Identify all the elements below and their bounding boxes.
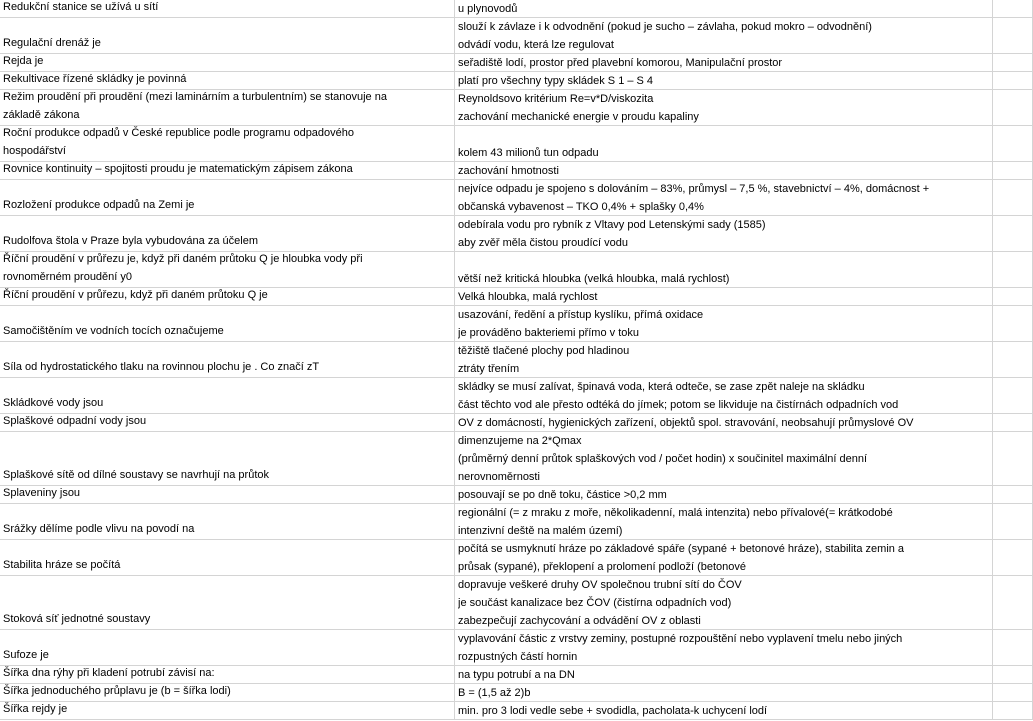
empty-cell[interactable]	[993, 54, 1033, 71]
cell-text-line: dopravuje veškeré druhy OV společnou trubní sítí do ČOV	[458, 579, 742, 591]
cell-text-line: skládky se musí zalívat, špinavá voda, která odteče, se zase zpět naleje na skládku	[458, 381, 865, 393]
table-row	[0, 684, 1033, 702]
answer-cell[interactable]	[455, 684, 993, 701]
cell-text-line: aby zvěř měla čistou proudící vodu	[458, 237, 628, 249]
empty-cell[interactable]	[993, 126, 1033, 161]
question-cell[interactable]	[0, 414, 455, 431]
table-row	[0, 666, 1033, 684]
table-row	[0, 432, 1033, 486]
table-row	[0, 90, 1033, 126]
answer-cell[interactable]	[455, 630, 993, 665]
empty-cell[interactable]	[993, 0, 1033, 17]
empty-cell[interactable]	[993, 288, 1033, 305]
table-row	[0, 162, 1033, 180]
question-cell[interactable]	[0, 702, 455, 719]
question-cell[interactable]	[0, 54, 455, 71]
table-row	[0, 126, 1033, 162]
answer-cell[interactable]	[455, 576, 993, 629]
question-cell[interactable]	[0, 288, 455, 305]
cell-text-line: průsak (sypané), překlopení a prolomení podloží (betonové	[458, 561, 747, 573]
cell-text-line: Síla od hydrostatického tlaku na rovinnou plochu je . Co značí zT	[3, 361, 320, 373]
answer-cell[interactable]	[455, 306, 993, 341]
answer-cell[interactable]	[455, 486, 993, 503]
cell-text-line: Reynoldsovo kritérium Re=v*D/viskozita	[458, 93, 654, 105]
cell-text-line: ztráty třením	[458, 363, 520, 375]
cell-text-line: Samočištěním ve vodních tocích označujeme	[3, 325, 224, 337]
table-row	[0, 630, 1033, 666]
cell-text-line: intenzivní deště na malém území)	[458, 525, 623, 537]
empty-cell[interactable]	[993, 414, 1033, 431]
cell-text-line: Roční produkce odpadů v České republice podle programu odpadového	[3, 127, 355, 139]
cell-text-line: základě zákona	[3, 109, 80, 121]
answer-cell[interactable]	[455, 18, 993, 53]
cell-text-line: nejvíce odpadu je spojeno s dolováním – 83%, průmysl – 7,5 %, stavebnictví – 4%, domácnost +	[458, 183, 930, 195]
cell-text-line: část těchto vod ale přesto odtéká do jímek; potom se likviduje na čistírnách odpadních vod	[458, 399, 899, 411]
cell-text-line: počítá se usmyknutí hráze po základové spáře (sypané + betonové hráze), stabilita zemin a	[458, 543, 905, 555]
cell-text-line: rovnoměrném proudění y0	[3, 271, 133, 283]
cell-text-line: Splaveniny jsou	[3, 487, 81, 499]
question-cell[interactable]	[0, 504, 455, 539]
question-cell[interactable]	[0, 342, 455, 377]
cell-text-line: Rejda je	[3, 55, 44, 67]
table-row	[0, 378, 1033, 414]
cell-text-line: je součást kanalizace bez ČOV (čistírna odpadních vod)	[458, 597, 732, 609]
cell-text-line: Říční proudění v průřezu je, když při daném průtoku Q je hloubka vody při	[3, 253, 363, 265]
question-cell[interactable]	[0, 162, 455, 179]
question-cell[interactable]	[0, 90, 455, 125]
empty-cell[interactable]	[993, 684, 1033, 701]
cell-text-line: min. pro 3 lodi vedle sebe + svodidla, pacholata-k uchycení lodí	[458, 705, 768, 717]
cell-text-line: zabezpečují zachycování a odvádění OV z oblasti	[458, 615, 701, 627]
answer-cell[interactable]	[455, 126, 993, 161]
cell-text-line: občanská vybavenost – TKO 0,4% + splašky 0,4%	[458, 201, 704, 213]
table-row	[0, 702, 1033, 720]
cell-text-line: Stoková síť jednotné soustavy	[3, 613, 151, 625]
table-row	[0, 342, 1033, 378]
cell-text-line: je prováděno bakteriemi přímo v toku	[458, 327, 639, 339]
table-row	[0, 540, 1033, 576]
answer-cell[interactable]	[455, 504, 993, 539]
cell-text-line: Šířka rejdy je	[3, 703, 68, 715]
answer-cell[interactable]	[455, 378, 993, 413]
cell-text-line: Splaškové odpadní vody jsou	[3, 415, 147, 427]
question-cell[interactable]	[0, 486, 455, 503]
question-cell[interactable]	[0, 0, 455, 17]
empty-cell[interactable]	[993, 666, 1033, 683]
answer-cell[interactable]	[455, 432, 993, 485]
cell-text-line: odvádí vodu, která lze regulovat	[458, 39, 614, 51]
cell-text-line: Velká hloubka, malá rychlost	[458, 291, 598, 303]
cell-text-line: Rozložení produkce odpadů na Zemi je	[3, 199, 195, 211]
empty-cell[interactable]	[993, 540, 1033, 575]
empty-cell[interactable]	[993, 486, 1033, 503]
table-row	[0, 414, 1033, 432]
cell-text-line: Splaškové sítě od dílné soustavy se navrhují na průtok	[3, 469, 269, 481]
answer-cell[interactable]	[455, 180, 993, 215]
question-cell[interactable]	[0, 252, 455, 287]
cell-text-line: seřadiště lodí, prostor před plavební komorou, Manipulační prostor	[458, 57, 783, 69]
cell-text-line: OV z domácností, hygienických zařízení, objektů spol. stravování, neobsahují průmyslové OV	[458, 417, 914, 429]
table-row	[0, 72, 1033, 90]
answer-cell[interactable]	[455, 540, 993, 575]
table-row	[0, 18, 1033, 54]
cell-text-line: Šířka dna rýhy při kladení potrubí závisí na:	[3, 667, 215, 679]
cell-text-line: posouvají se po dně toku, částice >0,2 mm	[458, 489, 667, 501]
question-cell[interactable]	[0, 432, 455, 485]
answer-cell[interactable]	[455, 414, 993, 431]
empty-cell[interactable]	[993, 702, 1033, 719]
question-cell[interactable]	[0, 126, 455, 161]
answer-cell[interactable]	[455, 702, 993, 719]
answer-cell[interactable]	[455, 90, 993, 125]
cell-text-line: Rudolfova štola v Praze byla vybudována za účelem	[3, 235, 258, 247]
cell-text-line: regionální (= z mraku z moře, několikadenní, malá intenzita) nebo přívalové(= krátkodobé	[458, 507, 893, 519]
question-cell[interactable]	[0, 72, 455, 89]
question-cell[interactable]	[0, 684, 455, 701]
cell-text-line: Sufoze je	[3, 649, 49, 661]
cell-text-line: na typu potrubí a na DN	[458, 669, 575, 681]
cell-text-line: vyplavování částic z vrstvy zeminy, postupné rozpouštění nebo vyplavení tmelu nebo jiných	[458, 633, 903, 645]
table-row	[0, 216, 1033, 252]
question-cell[interactable]	[0, 306, 455, 341]
cell-text-line: platí pro všechny typy skládek S 1 – S 4	[458, 75, 654, 87]
cell-text-line	[458, 126, 990, 144]
cell-text-line: usazování, ředění a přístup kyslíku, přímá oxidace	[458, 309, 704, 321]
cell-text-line: u plynovodů	[458, 3, 518, 15]
answer-cell[interactable]	[455, 252, 993, 287]
question-cell[interactable]	[0, 576, 455, 629]
cell-text-line: Režim proudění při proudění (mezi laminárním a turbulentním) se stanovuje na	[3, 91, 387, 103]
answer-cell[interactable]	[455, 666, 993, 683]
cell-text-line: Rovnice kontinuity – spojitosti proudu je matematickým zápisem zákona	[3, 163, 353, 175]
answer-cell[interactable]	[455, 72, 993, 89]
empty-cell[interactable]	[993, 180, 1033, 215]
empty-cell[interactable]	[993, 306, 1033, 341]
answer-cell[interactable]	[455, 54, 993, 71]
answer-cell[interactable]	[455, 342, 993, 377]
cell-text-line: Srážky dělíme podle vlivu na povodí na	[3, 523, 195, 535]
table-row	[0, 0, 1033, 18]
answer-cell[interactable]	[455, 216, 993, 251]
empty-cell[interactable]	[993, 18, 1033, 53]
empty-cell[interactable]	[993, 630, 1033, 665]
cell-text-line: slouží k závlaze i k odvodnění (pokud je sucho – závlaha, pokud mokro – odvodnění)	[458, 21, 872, 33]
cell-text-line: Rekultivace řízené skládky je povinná	[3, 73, 187, 85]
empty-cell[interactable]	[993, 576, 1033, 629]
table-row	[0, 180, 1033, 216]
table-row	[0, 504, 1033, 540]
cell-text-line: nerovnoměrnosti	[458, 471, 540, 483]
empty-cell[interactable]	[993, 504, 1033, 539]
table-row	[0, 54, 1033, 72]
question-cell[interactable]	[0, 216, 455, 251]
question-cell[interactable]	[0, 630, 455, 665]
table-row	[0, 486, 1033, 504]
cell-text-line: Říční proudění v průřezu, když při daném průtoku Q je	[3, 289, 268, 301]
cell-text-line: Skládkové vody jsou	[3, 397, 104, 409]
empty-cell[interactable]	[993, 216, 1033, 251]
cell-text-line: Regulační drenáž je	[3, 37, 101, 49]
empty-cell[interactable]	[993, 432, 1033, 485]
cell-text-line: Šířka jednoduchého průplavu je (b = šířka lodi)	[3, 685, 231, 697]
answer-cell[interactable]	[455, 162, 993, 179]
empty-cell[interactable]	[993, 378, 1033, 413]
empty-cell[interactable]	[993, 72, 1033, 89]
table-row	[0, 306, 1033, 342]
cell-text-line: odebírala vodu pro rybník z Vltavy pod Letenskými sady (1585)	[458, 219, 766, 231]
table-row	[0, 252, 1033, 288]
table-row	[0, 576, 1033, 630]
cell-text-line: Redukční stanice se užívá u sítí	[3, 1, 159, 13]
empty-cell[interactable]	[993, 342, 1033, 377]
cell-text-line: B = (1,5 až 2)b	[458, 687, 531, 699]
empty-cell[interactable]	[993, 252, 1033, 287]
cell-text-line: Stabilita hráze se počítá	[3, 559, 121, 571]
answer-cell[interactable]	[455, 288, 993, 305]
cell-text-line: (průměrný denní průtok splaškových vod / počet hodin) x součinitel maximální denní	[458, 453, 868, 465]
question-cell[interactable]	[0, 666, 455, 683]
cell-text-line	[458, 252, 990, 270]
table-row	[0, 288, 1033, 306]
answer-cell[interactable]	[455, 0, 993, 17]
question-cell[interactable]	[0, 18, 455, 53]
cell-text-line: těžiště tlačené plochy pod hladinou	[458, 345, 630, 357]
cell-text-line: větší než kritická hloubka (velká hloubka, malá rychlost)	[458, 273, 730, 285]
question-cell[interactable]	[0, 180, 455, 215]
cell-text-line: dimenzujeme na 2*Qmax	[458, 435, 582, 447]
cell-text-line: hospodářství	[3, 145, 66, 157]
cell-text-line: zachování hmotnosti	[458, 165, 559, 177]
question-cell[interactable]	[0, 378, 455, 413]
empty-cell[interactable]	[993, 90, 1033, 125]
question-cell[interactable]	[0, 540, 455, 575]
empty-cell[interactable]	[993, 162, 1033, 179]
cell-text-line: rozpustných částí hornin	[458, 651, 578, 663]
cell-text-line: kolem 43 milionů tun odpadu	[458, 147, 599, 159]
cell-text-line: zachování mechanické energie v proudu kapaliny	[458, 111, 699, 123]
